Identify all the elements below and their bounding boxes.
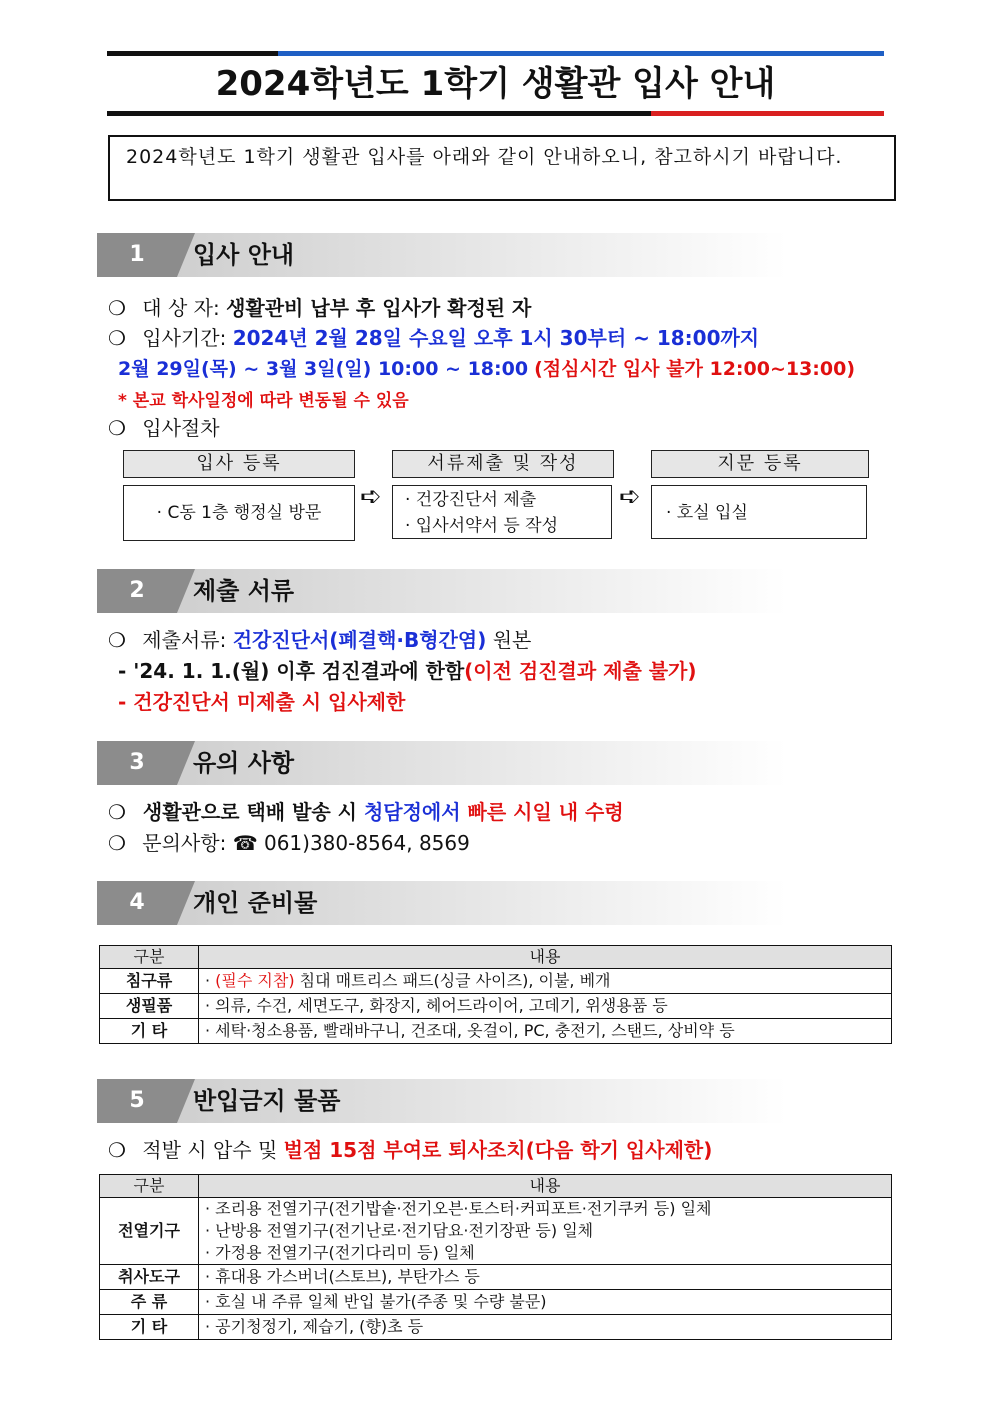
title-bar-top bbox=[107, 51, 884, 56]
documents-note-2: - 건강진단서 미제출 시 입사제한 bbox=[118, 690, 406, 714]
prohibited-table bbox=[99, 1174, 892, 1340]
row-category: 주 류 bbox=[100, 1290, 199, 1315]
section-title: 제출 서류 bbox=[193, 577, 295, 605]
period-value-1: 2024년 2월 28일 수요일 오후 1시 30부터 ~ 18:00까지 bbox=[232, 326, 760, 350]
bullet-icon: ❍ bbox=[108, 416, 126, 440]
penalty-text: 벌점 15점 부여로 퇴사조치(다음 학기 입사제한) bbox=[283, 1138, 713, 1162]
row-category: 기 타 bbox=[100, 1315, 199, 1340]
table-row bbox=[100, 1265, 892, 1290]
row-category: 취사도구 bbox=[100, 1265, 199, 1290]
documents-label: 제출서류: bbox=[142, 628, 227, 652]
flow-step-3-item: · 호실 입실 bbox=[666, 503, 748, 523]
row-content: · 공기청정기, 제습기, (향)초 등 bbox=[199, 1315, 892, 1340]
section-header-5 bbox=[97, 1079, 787, 1123]
row-content: · 호실 내 주류 일체 반입 불가(주종 및 수량 불문) bbox=[199, 1290, 892, 1315]
lunch-note: (점심시간 입사 불가 12:00~13:00) bbox=[534, 358, 856, 380]
row-category: 기 타 bbox=[100, 1019, 199, 1044]
row-bullet: · bbox=[205, 1021, 216, 1040]
row-content bbox=[199, 1198, 892, 1265]
table-row bbox=[100, 969, 892, 994]
delivery-line bbox=[108, 797, 624, 827]
period-line bbox=[108, 323, 759, 353]
flow-step-2-body bbox=[392, 485, 612, 539]
row-category: 침구류 bbox=[100, 969, 199, 994]
schedule-note: * 본교 학사일정에 따라 변동될 수 있음 bbox=[118, 391, 409, 411]
delivery-text: 생활관으로 택배 발송 시 bbox=[142, 800, 357, 824]
delivery-note: 빠른 시일 내 수령 bbox=[467, 800, 624, 824]
delivery-place: 청담정에서 bbox=[363, 800, 461, 824]
row-content bbox=[199, 1019, 892, 1044]
row-content bbox=[199, 994, 892, 1019]
row-content: · 휴대용 가스버너(스토브), 부탄가스 등 bbox=[199, 1265, 892, 1290]
title-bar-bottom bbox=[107, 111, 884, 116]
note-prefix: - '24. 1. 1.(월) 이후 검진결과에 한함 bbox=[118, 659, 465, 683]
table-row bbox=[100, 1290, 892, 1315]
arrow-icon: ➪ bbox=[619, 482, 641, 512]
supplies-table bbox=[99, 945, 892, 1044]
section-header-4 bbox=[97, 881, 787, 925]
phone-icon: ☎ bbox=[232, 831, 258, 855]
header-category: 구분 bbox=[100, 946, 199, 969]
header-content: 내용 bbox=[199, 1175, 892, 1198]
flow-step-2-item-1: · 건강진단서 제출 bbox=[405, 490, 537, 510]
contact-label: 문의사항: bbox=[142, 831, 227, 855]
section-title: 반입금지 물품 bbox=[193, 1087, 341, 1115]
section-header-3 bbox=[97, 741, 787, 785]
row-content bbox=[199, 969, 892, 994]
row-item: · 난방용 전열기구(전기난로·전기담요·전기장판 등) 일체 bbox=[205, 1221, 594, 1240]
target-value: 생활관비 납부 후 입사가 확정된 자 bbox=[226, 296, 532, 320]
bullet-icon: ❍ bbox=[108, 800, 126, 824]
flow-step-1-head: 입사 등록 bbox=[123, 450, 355, 478]
bullet-icon: ❍ bbox=[108, 296, 126, 320]
table-row bbox=[100, 994, 892, 1019]
arrow-icon: ➪ bbox=[360, 482, 382, 512]
section-title: 유의 사항 bbox=[193, 749, 295, 777]
row-text: 의류, 수건, 세면도구, 화장지, 헤어드라이어, 고데기, 위생용품 등 bbox=[215, 996, 668, 1015]
section-number: 3 bbox=[97, 741, 177, 785]
section-title: 입사 안내 bbox=[193, 241, 295, 269]
section-header-1 bbox=[97, 233, 787, 277]
flow-step-2-item-2: · 입사서약서 등 작성 bbox=[405, 516, 558, 536]
row-item: · 가정용 전열기구(전기다리미 등) 일체 bbox=[205, 1243, 475, 1262]
bullet-icon: ❍ bbox=[108, 831, 126, 855]
row-text: 침대 매트리스 패드(싱글 사이즈), 이불, 베개 bbox=[294, 971, 611, 990]
target-label: 대 상 자: bbox=[142, 296, 220, 320]
note-red: (이전 검진결과 제출 불가) bbox=[464, 659, 697, 683]
target-line bbox=[108, 293, 531, 323]
section-number: 2 bbox=[97, 569, 177, 613]
documents-suffix: 원본 bbox=[492, 628, 532, 652]
documents-value: 건강진단서(폐결핵·B형간염) bbox=[232, 628, 487, 652]
table-row bbox=[100, 1198, 892, 1265]
section-header-2 bbox=[97, 569, 787, 613]
table-row bbox=[100, 1019, 892, 1044]
documents-note-1 bbox=[118, 656, 697, 686]
period-value-2: 2월 29일(목) ~ 3월 3일(일) 10:00 ~ 18:00 bbox=[118, 358, 529, 380]
table-header bbox=[100, 1175, 892, 1198]
section-number: 4 bbox=[97, 881, 177, 925]
section-number: 1 bbox=[97, 233, 177, 277]
bullet-icon: ❍ bbox=[108, 1138, 126, 1162]
header-content: 내용 bbox=[199, 946, 892, 969]
flow-step-3-head: 지문 등록 bbox=[651, 450, 869, 478]
prohibited-intro bbox=[108, 1135, 712, 1165]
procedure-label: 입사절차 bbox=[142, 416, 220, 440]
bullet-icon: ❍ bbox=[108, 628, 126, 652]
page-title: 2024학년도 1학기 생활관 입사 안내 bbox=[215, 64, 776, 104]
row-category: 전열기구 bbox=[100, 1198, 199, 1265]
section-title: 개인 준비물 bbox=[193, 889, 318, 917]
table-header bbox=[100, 946, 892, 969]
period-line-2 bbox=[118, 354, 855, 384]
procedure-line bbox=[108, 413, 220, 443]
row-category: 생필품 bbox=[100, 994, 199, 1019]
table-row bbox=[100, 1315, 892, 1340]
flow-step-3-body bbox=[651, 485, 867, 539]
row-item: · 조리용 전열기구(전기밥솥·전기오븐·토스터·커피포트·전기쿠커 등) 일체 bbox=[205, 1199, 712, 1218]
row-bullet: · bbox=[205, 971, 216, 990]
section-number: 5 bbox=[97, 1079, 177, 1123]
header-category: 구분 bbox=[100, 1175, 199, 1198]
documents-line bbox=[108, 625, 531, 655]
bullet-icon: ❍ bbox=[108, 326, 126, 350]
period-label: 입사기간: bbox=[142, 326, 227, 350]
flow-step-1-body bbox=[123, 485, 355, 541]
contact-line bbox=[108, 828, 470, 858]
prohibited-text: 적발 시 압수 및 bbox=[142, 1138, 278, 1162]
flow-step-2-head: 서류제출 및 작성 bbox=[392, 450, 614, 478]
row-text: 세탁·청소용품, 빨래바구니, 건조대, 옷걸이, PC, 충전기, 스탠드, 상비약 등 bbox=[215, 1021, 735, 1040]
phone-number: 061)380-8564, 8569 bbox=[263, 831, 470, 855]
row-required: (필수 지참) bbox=[215, 971, 295, 990]
intro-box: 2024학년도 1학기 생활관 입사를 아래와 같이 안내하오니, 참고하시기 바랍니다. bbox=[108, 135, 896, 201]
row-bullet: · bbox=[205, 996, 216, 1015]
flow-step-1-item: · C동 1층 행정실 방문 bbox=[156, 503, 322, 523]
